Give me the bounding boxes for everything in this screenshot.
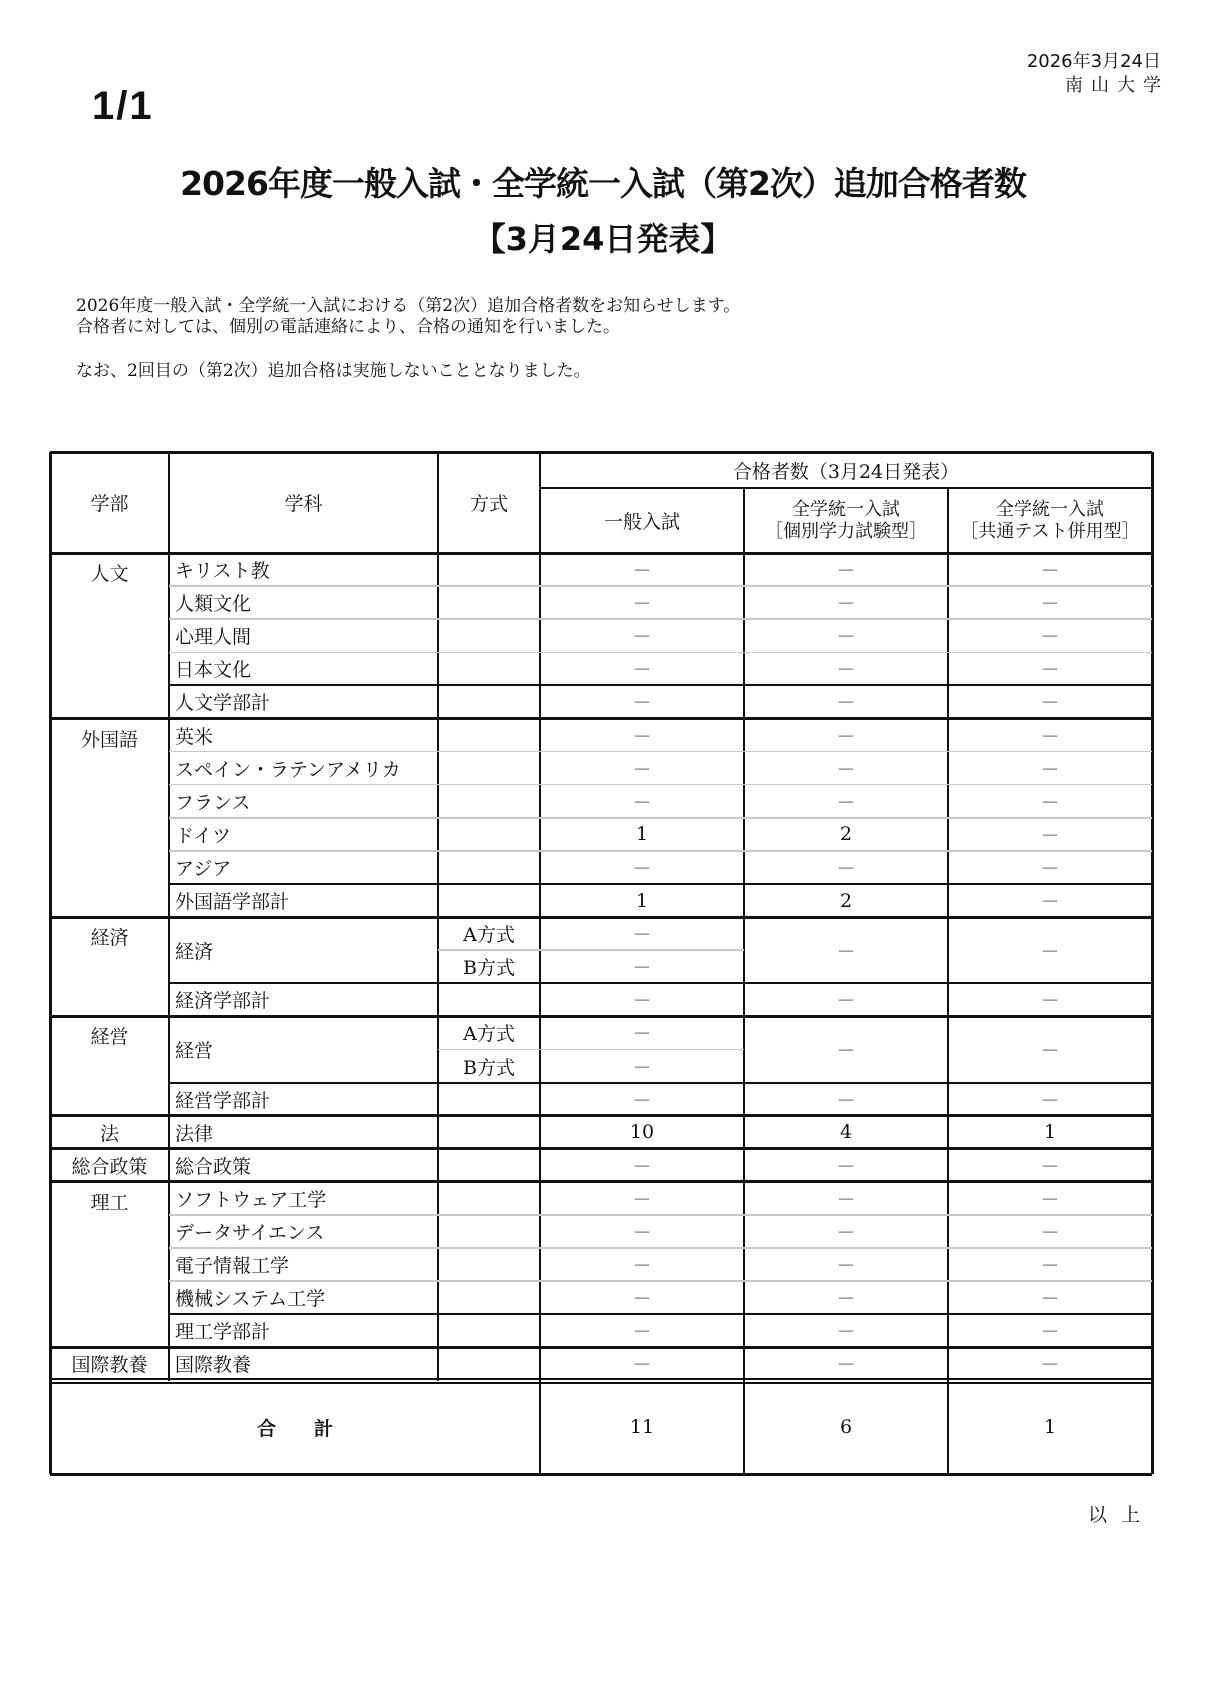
header-department: 学科 bbox=[284, 493, 323, 515]
department-name: 総合政策 bbox=[175, 1155, 252, 1178]
results-table bbox=[50, 452, 1152, 1474]
count-general: － bbox=[632, 957, 652, 980]
table-rule bbox=[947, 488, 949, 553]
count-unified-common: － bbox=[1040, 990, 1060, 1013]
exam-method bbox=[438, 1182, 540, 1215]
exam-method bbox=[438, 1083, 540, 1116]
row-separator bbox=[169, 1280, 1152, 1282]
row-separator bbox=[169, 784, 1152, 786]
exam-method bbox=[438, 1248, 540, 1281]
count-unified-common: － bbox=[1040, 1255, 1060, 1278]
row-separator bbox=[169, 585, 1152, 587]
header-general-exam: 一般入試 bbox=[603, 511, 680, 533]
page-indicator: 1/1 bbox=[92, 84, 154, 128]
intro-line-2: 合格者に対しては、個別の電話連絡により、合格の通知を行いました。 bbox=[76, 317, 620, 337]
count-unified-common: － bbox=[1040, 626, 1060, 649]
faculty-separator bbox=[50, 916, 1152, 919]
exam-method: A方式 bbox=[463, 1023, 515, 1046]
count-general: － bbox=[632, 593, 652, 616]
issue-date: 2026年3月24日 bbox=[1026, 51, 1161, 72]
exam-method: A方式 bbox=[463, 924, 515, 947]
faculty-science_eng: 理工 bbox=[90, 1191, 129, 1214]
row-separator bbox=[169, 751, 1152, 753]
count-general: － bbox=[632, 924, 652, 947]
exam-method bbox=[438, 851, 540, 884]
exam-method bbox=[438, 785, 540, 818]
faculty-separator bbox=[50, 1114, 1152, 1117]
table-rule bbox=[540, 487, 1152, 489]
count-general: 1 bbox=[635, 823, 649, 846]
intro-text bbox=[76, 296, 740, 382]
department-name: 心理人間 bbox=[175, 626, 252, 649]
count-unified-individual: 2 bbox=[839, 823, 853, 846]
count-general: － bbox=[632, 791, 652, 814]
intro-line-3: なお、2回目の（第2次）追加合格は実施しないこととなりました。 bbox=[76, 361, 591, 381]
header-unified-common-line2: ［共通テスト併用型］ bbox=[960, 520, 1140, 542]
count-unified-common: － bbox=[1040, 560, 1060, 583]
exam-method bbox=[438, 1215, 540, 1248]
table-rule bbox=[743, 553, 745, 1474]
table-rule bbox=[50, 552, 1152, 555]
count-general: － bbox=[632, 1321, 652, 1344]
count-general: 1 bbox=[635, 889, 649, 912]
intro-line-1: 2026年度一般入試・全学統一入試における（第2次）追加合格者数をお知らせします。 bbox=[76, 296, 741, 316]
count-unified-common: － bbox=[1040, 1321, 1060, 1344]
count-unified-individual: － bbox=[836, 1321, 856, 1344]
exam-method bbox=[438, 884, 540, 917]
department-name: 法律 bbox=[175, 1122, 214, 1145]
count-unified-individual: 4 bbox=[839, 1121, 853, 1144]
header-unified-common-line1: 全学統一入試 bbox=[996, 498, 1104, 520]
count-general: － bbox=[632, 1222, 652, 1245]
count-unified-individual: － bbox=[836, 725, 856, 748]
exam-method bbox=[438, 1347, 540, 1380]
count-unified-common: － bbox=[1040, 940, 1060, 963]
count-unified-individual: － bbox=[836, 626, 856, 649]
department-name: 経済 bbox=[175, 940, 214, 963]
faculty-business: 経営 bbox=[90, 1026, 129, 1049]
count-unified-individual: － bbox=[836, 1255, 856, 1278]
faculty-policy: 総合政策 bbox=[71, 1155, 148, 1178]
count-unified-common: － bbox=[1040, 1089, 1060, 1112]
department-name: 経営学部計 bbox=[175, 1089, 271, 1112]
exam-method bbox=[438, 1314, 540, 1347]
department-name: 人類文化 bbox=[175, 593, 252, 616]
count-general: － bbox=[632, 692, 652, 715]
header-pass-count-group: 合格者数（3月24日発表） bbox=[732, 460, 960, 483]
department-name: フランス bbox=[175, 791, 251, 814]
total-unified-common: 1 bbox=[1043, 1416, 1057, 1439]
count-unified-common: － bbox=[1040, 692, 1060, 715]
department-name: データサイエンス bbox=[175, 1222, 325, 1245]
count-unified-common: － bbox=[1040, 1188, 1060, 1211]
total-unified-individual: 6 bbox=[839, 1416, 853, 1439]
department-name: 国際教養 bbox=[175, 1354, 252, 1377]
header-unified-individual-line1: 全学統一入試 bbox=[792, 498, 900, 520]
table-rule bbox=[539, 452, 541, 1474]
department-name: 理工学部計 bbox=[175, 1321, 271, 1344]
count-unified-individual: － bbox=[836, 1039, 856, 1062]
department-name: 外国語学部計 bbox=[175, 891, 290, 914]
count-general: － bbox=[632, 659, 652, 682]
table-rule bbox=[743, 488, 745, 553]
total-general: 11 bbox=[629, 1416, 655, 1439]
department-name: キリスト教 bbox=[175, 560, 270, 583]
header-faculty: 学部 bbox=[90, 493, 129, 515]
count-unified-common: － bbox=[1040, 824, 1060, 847]
faculty-separator bbox=[50, 717, 1152, 720]
end-mark: 以上 bbox=[1087, 1504, 1154, 1526]
exam-method bbox=[438, 983, 540, 1016]
count-unified-common: － bbox=[1040, 1288, 1060, 1311]
faculty-separator bbox=[50, 1180, 1152, 1183]
count-unified-common: － bbox=[1040, 1354, 1060, 1377]
count-unified-individual: － bbox=[836, 692, 856, 715]
exam-method bbox=[438, 685, 540, 718]
count-unified-common: － bbox=[1040, 758, 1060, 781]
count-unified-common: － bbox=[1040, 593, 1060, 616]
table-rule bbox=[50, 1473, 1152, 1476]
exam-method bbox=[438, 586, 540, 619]
count-unified-common: － bbox=[1040, 1222, 1060, 1245]
department-name: ソフトウェア工学 bbox=[175, 1188, 327, 1211]
count-unified-individual: － bbox=[836, 560, 856, 583]
count-unified-common: － bbox=[1040, 659, 1060, 682]
count-unified-common: － bbox=[1040, 857, 1060, 880]
exam-method bbox=[438, 818, 540, 851]
total-label: 合 計 bbox=[256, 1417, 333, 1440]
row-separator bbox=[169, 817, 1152, 819]
total-double-rule bbox=[50, 1378, 1152, 1380]
count-unified-individual: － bbox=[836, 659, 856, 682]
table-rule bbox=[49, 452, 52, 1474]
department-name: 電子情報工学 bbox=[175, 1255, 290, 1278]
count-unified-individual: － bbox=[836, 1222, 856, 1245]
count-general: 10 bbox=[629, 1121, 655, 1144]
department-name: 英米 bbox=[175, 725, 214, 748]
document-subtitle: 【3月24日発表】 bbox=[473, 220, 733, 258]
count-general: － bbox=[632, 725, 652, 748]
header-method: 方式 bbox=[469, 493, 508, 515]
department-name: 機械システム工学 bbox=[175, 1288, 326, 1311]
faculty-separator bbox=[50, 1147, 1152, 1150]
faculty-economics: 経済 bbox=[90, 927, 129, 950]
count-unified-individual: － bbox=[836, 1354, 856, 1377]
subtotal-separator bbox=[169, 982, 1152, 984]
count-unified-common: － bbox=[1040, 891, 1060, 914]
count-general: － bbox=[632, 1089, 652, 1112]
exam-method bbox=[438, 1149, 540, 1182]
count-unified-individual: 2 bbox=[839, 889, 853, 912]
count-unified-individual: － bbox=[836, 1155, 856, 1178]
department-name: 経営 bbox=[175, 1039, 214, 1062]
count-general: － bbox=[632, 1354, 652, 1377]
exam-method: B方式 bbox=[463, 957, 515, 980]
exam-method bbox=[438, 553, 540, 586]
header-unified-common bbox=[948, 488, 1152, 553]
count-general: － bbox=[632, 560, 652, 583]
count-general: － bbox=[632, 1155, 652, 1178]
method-separator bbox=[438, 1049, 744, 1051]
count-unified-individual: － bbox=[836, 593, 856, 616]
count-unified-individual: － bbox=[836, 1288, 856, 1311]
row-separator bbox=[169, 618, 1152, 620]
exam-method bbox=[438, 719, 540, 752]
count-unified-common: 1 bbox=[1043, 1121, 1057, 1144]
count-general: － bbox=[632, 1023, 652, 1046]
department-name: 人文学部計 bbox=[175, 692, 271, 715]
table-rule bbox=[1151, 452, 1154, 1474]
department-name: スペイン・ラテンアメリカ bbox=[175, 758, 401, 781]
exam-method bbox=[438, 1281, 540, 1314]
row-separator bbox=[169, 1247, 1152, 1249]
faculty-separator bbox=[50, 1015, 1152, 1018]
department-name: アジア bbox=[175, 857, 232, 880]
subtotal-separator bbox=[169, 883, 1152, 885]
header-unified-individual-line2: ［個別学力試験型］ bbox=[765, 520, 927, 542]
subtotal-separator bbox=[169, 1082, 1152, 1084]
table-rule bbox=[947, 553, 949, 1474]
department-name: ドイツ bbox=[175, 824, 232, 847]
document-header bbox=[1026, 50, 1169, 98]
faculty-intl: 国際教養 bbox=[71, 1354, 148, 1377]
count-general: － bbox=[632, 626, 652, 649]
count-general: － bbox=[632, 990, 652, 1013]
count-unified-common: － bbox=[1040, 791, 1060, 814]
institution-name: 南山大学 bbox=[1065, 75, 1169, 96]
department-name: 日本文化 bbox=[175, 659, 252, 682]
count-general: － bbox=[632, 1255, 652, 1278]
exam-method bbox=[438, 652, 540, 685]
count-unified-individual: － bbox=[836, 990, 856, 1013]
count-unified-common: － bbox=[1040, 1155, 1060, 1178]
row-separator bbox=[169, 652, 1152, 654]
count-unified-individual: － bbox=[836, 758, 856, 781]
faculty-humanities: 人文 bbox=[90, 563, 129, 585]
faculty-separator bbox=[50, 1346, 1152, 1349]
count-unified-individual: － bbox=[836, 857, 856, 880]
department-name: 経済学部計 bbox=[175, 990, 271, 1013]
row-separator bbox=[169, 1214, 1152, 1216]
count-general: － bbox=[632, 1188, 652, 1211]
count-unified-common: － bbox=[1040, 1039, 1060, 1062]
count-unified-individual: － bbox=[836, 1188, 856, 1211]
exam-method: B方式 bbox=[463, 1056, 515, 1079]
count-general: － bbox=[632, 758, 652, 781]
count-unified-individual: － bbox=[836, 940, 856, 963]
count-unified-common: － bbox=[1040, 725, 1060, 748]
document-title: 2026年度一般入試・全学統一入試（第2次）追加合格者数 bbox=[180, 164, 1026, 203]
header-unified-individual bbox=[744, 488, 948, 553]
faculty-law: 法 bbox=[99, 1122, 119, 1145]
table-rule bbox=[50, 451, 1152, 454]
count-general: － bbox=[632, 1288, 652, 1311]
count-unified-individual: － bbox=[836, 1089, 856, 1112]
subtotal-separator bbox=[169, 1313, 1152, 1315]
exam-method bbox=[438, 619, 540, 652]
count-general: － bbox=[632, 1056, 652, 1079]
method-separator bbox=[438, 949, 744, 951]
count-unified-individual: － bbox=[836, 791, 856, 814]
row-separator bbox=[169, 850, 1152, 852]
subtotal-separator bbox=[169, 684, 1152, 686]
exam-method bbox=[438, 1116, 540, 1149]
total-double-rule bbox=[50, 1382, 1152, 1384]
count-general: － bbox=[632, 857, 652, 880]
faculty-foreign_languages: 外国語 bbox=[80, 728, 138, 751]
exam-method bbox=[438, 752, 540, 785]
